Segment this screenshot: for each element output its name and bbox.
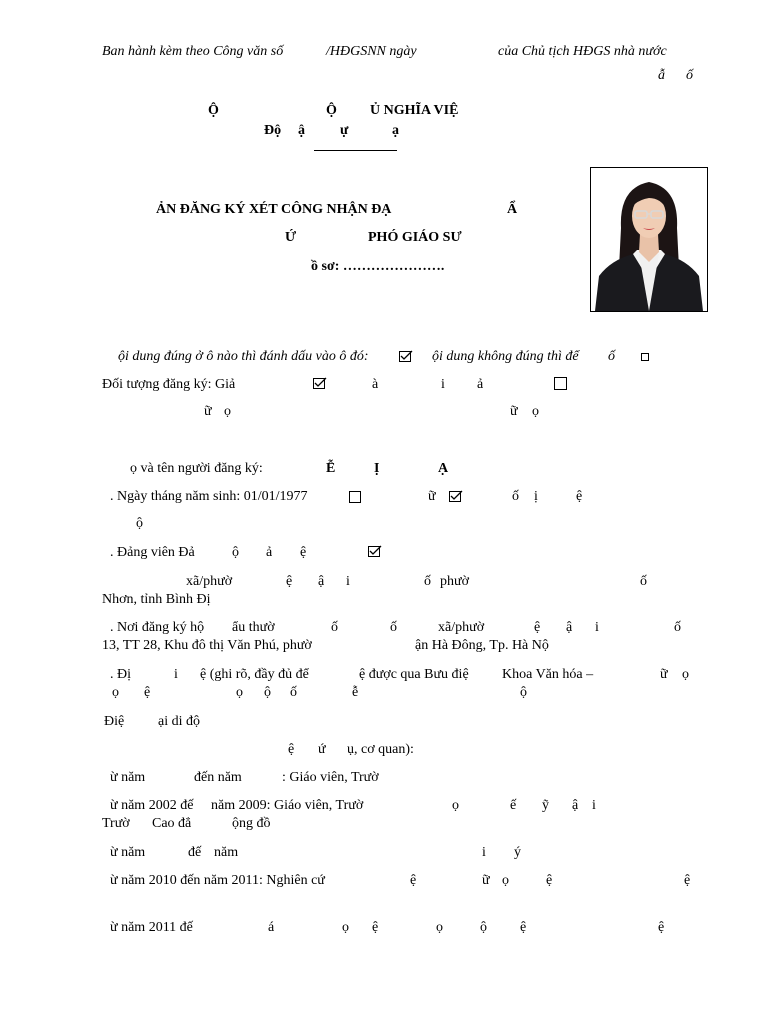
target-sub-right: ọ xyxy=(532,404,539,419)
hometown-fragment: ố xyxy=(424,574,431,589)
work-row-1: đến năm xyxy=(194,770,242,785)
party-fragment: ộ xyxy=(232,545,239,560)
work-row-5: ọ xyxy=(436,920,443,935)
motto-line-1: Ủ NGHĨA VIỆ xyxy=(370,103,459,118)
address-fragment: ọ xyxy=(112,685,119,700)
work-row-1: : Giáo viên, Trườ xyxy=(282,770,379,785)
hometown-fragment: ố xyxy=(640,574,647,589)
work-header: ệ xyxy=(288,742,295,757)
file-number: ồ sơ: …………………. xyxy=(311,259,445,274)
work-row-5: ệ xyxy=(520,920,527,935)
gender-female-checkbox[interactable] xyxy=(449,490,463,503)
target-fragment: i xyxy=(441,377,445,392)
work-row-5: ừ năm 2011 đế xyxy=(110,920,193,935)
work-header: ụ, cơ quan): xyxy=(347,742,414,757)
residence-address: ận Hà Đông, Tp. Hà Nộ xyxy=(415,638,549,653)
motto-line-1: Ộ xyxy=(326,103,337,118)
work-row-3: ý xyxy=(514,845,521,860)
applicant-photo xyxy=(590,167,708,312)
party-fragment: ả xyxy=(266,545,273,560)
work-row-3: năm xyxy=(214,845,239,860)
work-row-2: Cao đẳ xyxy=(152,816,192,831)
residence-fragment: i xyxy=(595,620,599,635)
phone-label: Điệ xyxy=(104,714,125,729)
work-row-2: ừ năm 2002 đế xyxy=(110,798,194,813)
residence-fragment: ậ xyxy=(566,620,573,635)
work-row-5: ệ xyxy=(372,920,379,935)
work-row-2: Trườ xyxy=(102,816,130,831)
hometown-fragment: xã/phườ xyxy=(186,574,233,589)
target-sub-right: ữ xyxy=(510,404,518,419)
work-row-2: năm 2009: Giáo viên, Trườ xyxy=(211,798,364,813)
birth-fragment: ị xyxy=(534,489,538,504)
birth-fragment: ệ xyxy=(576,489,583,504)
birth-label: . Ngày tháng năm sinh: 01/01/1977 xyxy=(110,489,308,504)
residence-label: . Nơi đăng ký hộ xyxy=(110,620,205,635)
name-label: ọ và tên người đăng ký: xyxy=(130,461,263,476)
party-fragment: ệ xyxy=(300,545,307,560)
target-professor-checkbox[interactable] xyxy=(313,377,327,390)
work-row-4: ệ xyxy=(546,873,553,888)
empty-box-example xyxy=(641,353,649,361)
name-value: Ạ xyxy=(438,461,449,476)
address-fragment: ộ xyxy=(520,685,527,700)
work-row-2: i xyxy=(592,798,596,813)
residence-address: 13, TT 28, Khu đô thị Văn Phú, phườ xyxy=(102,638,312,653)
instruction-text: ội dung đúng ở ô nào thì đánh dấu vào ô đó: xyxy=(118,349,369,364)
work-row-3: i xyxy=(482,845,486,860)
gender-male-checkbox[interactable] xyxy=(349,491,361,503)
residence-fragment: ẩu thườ xyxy=(232,620,275,635)
name-value: Ễ xyxy=(326,461,336,476)
hometown-fragment: phườ xyxy=(440,574,469,589)
address-fragment: ọ xyxy=(682,667,689,682)
work-row-5: ọ xyxy=(342,920,349,935)
address-fragment: ệ (ghi rõ, đầy đủ để xyxy=(200,667,309,682)
portrait-image xyxy=(591,168,707,311)
work-row-4: ữ xyxy=(482,873,490,888)
phone-label: ại di độ xyxy=(158,714,200,729)
issued-by-text: Ban hành kèm theo Công văn số xyxy=(102,44,284,59)
target-other-checkbox[interactable] xyxy=(554,377,567,390)
work-row-2: ọ xyxy=(452,798,459,813)
target-fragment: à xyxy=(372,377,379,392)
header-fragment: ẫ xyxy=(658,68,665,83)
work-row-2: ậ xyxy=(572,798,579,813)
work-row-3: ừ năm xyxy=(110,845,146,860)
address-fragment: ữ xyxy=(660,667,668,682)
work-row-4: ừ năm 2010 đến năm 2011: Nghiên cứ xyxy=(110,873,325,888)
motto-line-2: ự xyxy=(340,123,349,138)
work-row-2: ộng đồ xyxy=(232,816,271,831)
checked-box-example xyxy=(399,350,413,363)
party-label: . Đảng viên Đả xyxy=(110,545,195,560)
form-title: Ẩ xyxy=(507,202,518,217)
hometown-fragment: i xyxy=(346,574,350,589)
form-title: ẢN ĐĂNG KÝ XÉT CÔNG NHẬN ĐẠ xyxy=(156,202,392,217)
residence-fragment: ố xyxy=(331,620,338,635)
hometown-province: Nhơn, tỉnh Bình Đị xyxy=(102,592,211,607)
hometown-fragment: ệ xyxy=(286,574,293,589)
work-row-5: á xyxy=(268,920,275,935)
work-row-4: ệ xyxy=(684,873,691,888)
motto-line-2: ậ xyxy=(298,123,305,138)
work-row-5: ệ xyxy=(658,920,665,935)
address-fragment: ễ xyxy=(352,685,359,700)
work-row-1: ừ năm xyxy=(110,770,146,785)
address-fragment: i xyxy=(174,667,178,682)
name-value: Ị xyxy=(374,461,380,476)
issued-by-authority: của Chủ tịch HĐGS nhà nước xyxy=(498,44,667,59)
work-header: ứ xyxy=(318,742,326,757)
form-title-rank: PHÓ GIÁO SƯ xyxy=(368,230,462,245)
work-row-2: ỹ xyxy=(542,798,549,813)
residence-fragment: xã/phườ xyxy=(438,620,485,635)
address-fragment: ộ xyxy=(264,685,271,700)
residence-fragment: ố xyxy=(390,620,397,635)
work-row-5: ộ xyxy=(480,920,487,935)
party-member-checkbox[interactable] xyxy=(368,545,382,558)
residence-fragment: ố xyxy=(674,620,681,635)
instruction-text: ội dung không đúng thì để xyxy=(432,349,579,364)
work-row-2: ế xyxy=(510,798,517,813)
motto-line-1: Ộ xyxy=(208,103,219,118)
address-label: . Đị xyxy=(110,667,131,682)
target-fragment: ả xyxy=(477,377,484,392)
address-fragment: ố xyxy=(290,685,297,700)
address-fragment: ệ được qua Bưu điệ xyxy=(359,667,469,682)
hometown-fragment: ậ xyxy=(318,574,325,589)
birth-fragment: ữ xyxy=(428,489,436,504)
target-sub-left: ữ xyxy=(204,404,212,419)
address-fragment: ọ xyxy=(236,685,243,700)
motto-line-2: Độ xyxy=(264,123,282,138)
motto-line-2: ạ xyxy=(392,123,399,138)
birth-fragment: ố xyxy=(512,489,519,504)
residence-fragment: ệ xyxy=(534,620,541,635)
motto-underline xyxy=(314,150,397,151)
address-fragment: Khoa Văn hóa – xyxy=(502,667,594,682)
form-title: Ứ xyxy=(285,230,297,245)
address-fragment: ệ xyxy=(144,685,151,700)
target-label: Đối tượng đăng ký: Giả xyxy=(102,377,236,392)
header-fragment: ố xyxy=(686,68,693,83)
issued-by-number: /HĐGSNN ngày xyxy=(326,44,417,59)
instruction-text: ố xyxy=(608,349,615,364)
target-sub-left: ọ xyxy=(224,404,231,419)
birth-fragment: ộ xyxy=(136,516,143,531)
work-row-4: ệ xyxy=(410,873,417,888)
work-row-4: ọ xyxy=(502,873,509,888)
work-row-3: đế xyxy=(188,845,202,860)
